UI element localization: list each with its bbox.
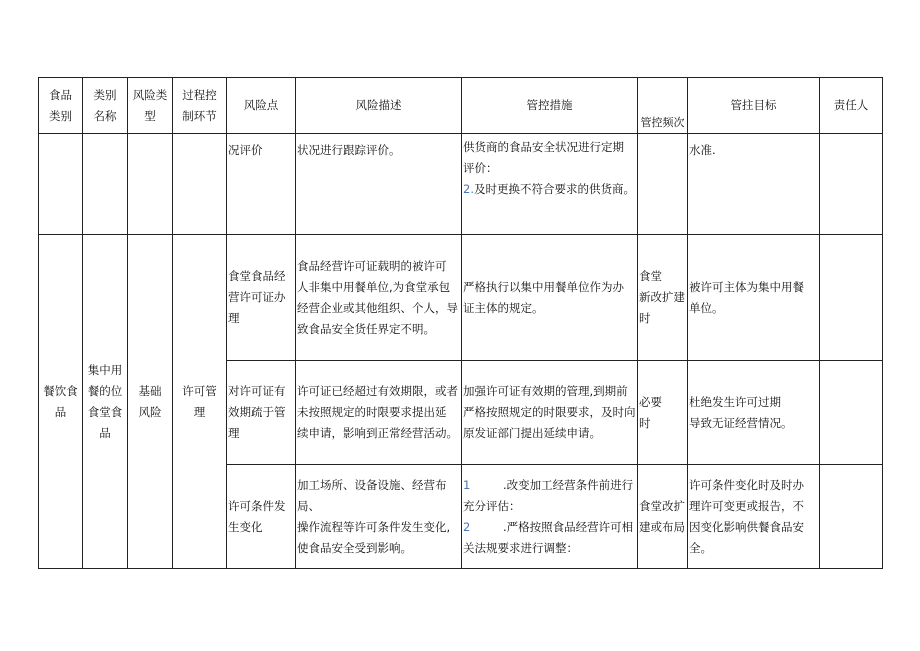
table-row: [39, 134, 883, 235]
risk-description-cell: 加工场所、设备设施、经营布局、 操作流程等许可条件发生变化, 使食品安全受到影响。: [296, 465, 462, 569]
control-measures-cell: 严格执行以集中用餐单位作为办 证主体的规定。: [462, 235, 638, 361]
risk-description-cell: 食品经营许可证载明的被许可 人非集中用餐单位,为食堂承包 经营企业或其他组织、个人，导 致食品安全货任界定不明。: [296, 235, 462, 361]
process-control-cell: 许可管 理: [173, 235, 227, 569]
header-responsible-person: 责任人: [820, 78, 883, 134]
header-risk-point: 风险点: [227, 78, 296, 134]
header-control-frequency: 管控频次: [638, 78, 688, 134]
control-measures-cell: 加强许可证有效期的管理,到期前 严格按照规定的时限要求，及时向 原发证部门提出延续申请。: [462, 361, 638, 465]
table-header-row: [39, 78, 883, 134]
control-frequency-cell: 食堂改扩 建或布局: [638, 465, 688, 569]
control-measures-cell: 1 .改变加工经营条件前进行 充分评估： 2 .严格按照食品经营许可相 关法规要求进行调整：: [462, 465, 638, 569]
header-risk-type: 风险类 型: [128, 78, 173, 134]
risk-point-cell: 况评价: [227, 134, 296, 235]
risk-description-cell: 状况进行跟踪评价。: [296, 134, 462, 235]
category-name-cell: 集中用 餐的位 食堂食 品: [83, 235, 128, 569]
control-frequency-cell: 必要 时: [638, 361, 688, 465]
header-category-name: 类别 名称: [83, 78, 128, 134]
control-target-cell: 许可条件变化时及时办 理许可变更或报告，不 因变化影响供餐食品安 全。: [688, 465, 820, 569]
control-target-cell: 水准.: [688, 134, 820, 235]
risk-point-cell: 对许可证有 效期疏于管 理: [227, 361, 296, 465]
risk-point-cell: 许可条件发 生变化: [227, 465, 296, 569]
risk-control-table: [38, 77, 883, 569]
control-target-cell: 杜绝发生许可过期 导致无证经营情况。: [688, 361, 820, 465]
risk-point-cell: 食堂食品经 营许可证办 理: [227, 235, 296, 361]
header-control-measures: 管控措施: [462, 78, 638, 134]
header-process-control: 过程控 制环节: [173, 78, 227, 134]
control-target-cell: 被许可主体为集中用餐 单位。: [688, 235, 820, 361]
control-measures-cell: 供货商的食品安全状况进行定期 评价： 2.及时更换不符合要求的供货商。: [462, 134, 638, 235]
header-control-target: 管拄目标: [688, 78, 820, 134]
control-frequency-cell: 食堂 新改扩建 时: [638, 235, 688, 361]
risk-type-cell: 基础 风险: [128, 235, 173, 569]
risk-description-cell: 许可证已经超过有效期限，或者 未按照规定的时限要求提出延 续申请，影响到正常经营活动。: [296, 361, 462, 465]
food-category-cell: 餐饮食品: [39, 235, 83, 569]
header-risk-description: 风险描述: [296, 78, 462, 134]
table-row: [39, 235, 883, 361]
header-food-category: 食品 类别: [39, 78, 83, 134]
